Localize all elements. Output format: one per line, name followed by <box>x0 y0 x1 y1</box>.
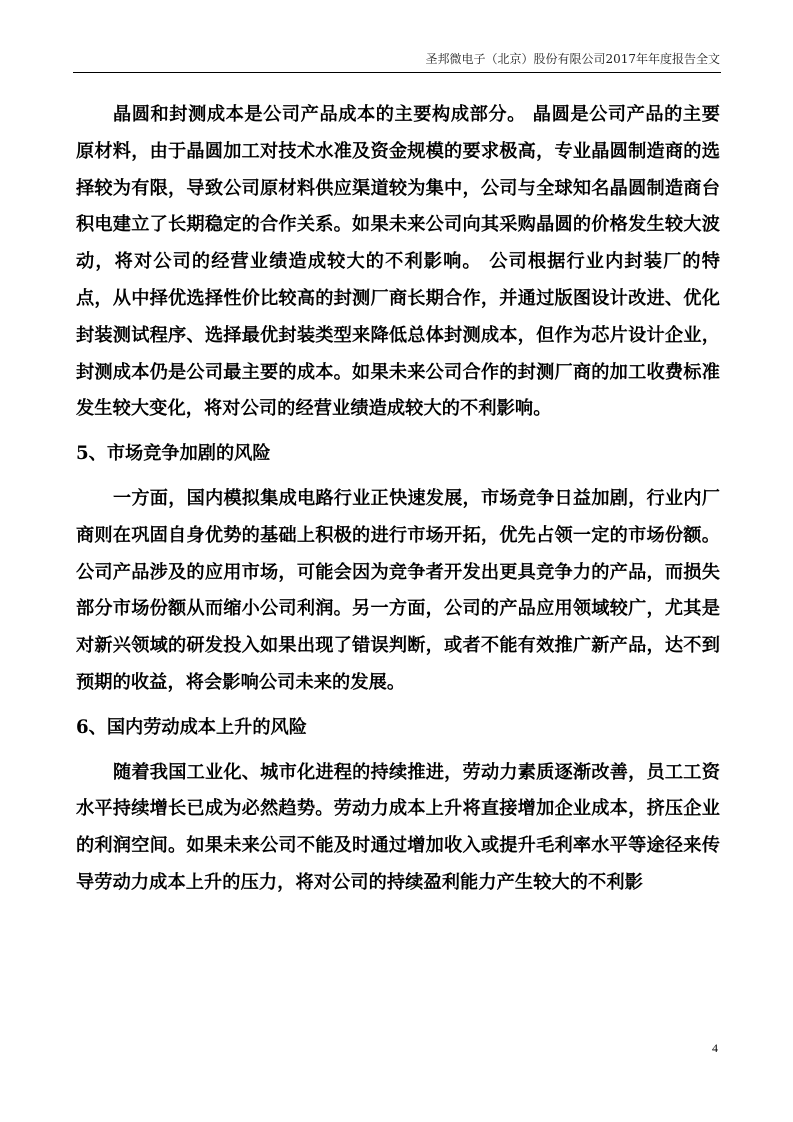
section-heading-labor-cost: 6、国内劳动成本上升的风险 <box>76 716 307 738</box>
spacer <box>76 428 720 436</box>
page-number: 4 <box>712 1041 718 1055</box>
spacer <box>76 702 720 710</box>
header-divider <box>73 72 721 73</box>
spacer <box>76 473 720 481</box>
paragraph-labor-cost: 随着我国工业化、城市化进程的持续推进，劳动力素质逐渐改善，员工工资水平持续增长已成为必然趋势。劳动力成本上升将直接增加企业成本，挤压企业的利润空间。如果未来公司不能及时通过增加收入或提升毛利率水平等途径来传导劳动力成本上升的压力，将对公司的持续盈利能力产生较大的不利影 <box>76 761 720 893</box>
page-header-title: 圣邦微电子（北京）股份有限公司2017年年度报告全文 <box>425 52 720 66</box>
spacer <box>76 747 720 755</box>
paragraph-market-competition: 一方面，国内模拟集成电路行业正快速发展，市场竞争日益加剧，行业内厂商则在巩固自身优势的基础上积极的进行市场开拓，优先占领一定的市场份额。公司产品涉及的应用市场，可能会因为竞争者开发出更具竞争力的产品，而损失部分市场份额从而缩小公司利润。另一方面，公司的产品应用领域较广，尤其是对新兴领域的研发投入如果出现了错误判断，或者不能有效推广新产品，达不到预期的收益，将会影响公司未来的发展。 <box>76 487 720 693</box>
document-body <box>76 97 720 902</box>
paragraph-wafer-packaging-cost: 晶圆和封测成本是公司产品成本的主要构成部分。 晶圆是公司产品的主要原材料，由于晶圆加工对技术水准及资金规模的要求极高，专业晶圆制造商的选择较为有限，导致公司原材料供应渠道较为集中，公司与全球知名晶圆制造商台积电建立了长期稳定的合作关系。如果未来公司向其采购晶圆的价格发生较大波动，将对公司的经营业绩造成较大的不利影响。 公司根据行业内封装厂的特点，从中择优选择性价比较高的封测厂商长期合作，并通过版图设计改进、优化封装测试程序、选择最优封装类型来降低总体封测成本，但作为芯片设计企业，封测成本仍是公司最主要的成本。如果未来公司合作的封测厂商的加工收费标准发生较大变化，将对公司的经营业绩造成较大的不利影响。 <box>76 104 720 420</box>
section-heading-market-competition: 5、市场竞争加剧的风险 <box>76 443 271 465</box>
